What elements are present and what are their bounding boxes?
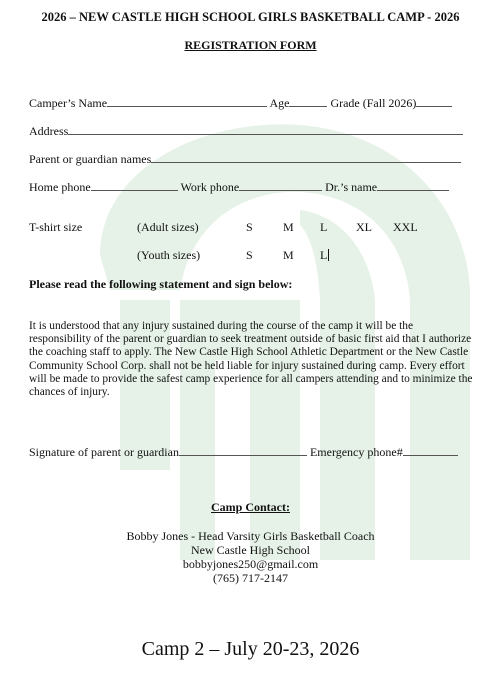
youth-size-l[interactable]: L bbox=[320, 248, 328, 262]
parent-names-field[interactable] bbox=[151, 151, 461, 163]
age-label: Age bbox=[269, 96, 290, 110]
camp-dates: Camp 2 – July 20-23, 2026 bbox=[141, 638, 360, 660]
contact-email[interactable]: bobbyjones250@gmail.com bbox=[182, 557, 319, 571]
youth-size-l-wrap[interactable] bbox=[320, 248, 329, 263]
statement-heading: Please read the following statement and sign below: bbox=[29, 277, 293, 291]
tshirt-label: T-shirt size bbox=[29, 220, 83, 234]
address-field[interactable] bbox=[68, 123, 463, 135]
youth-sizes-label: (Youth sizes) bbox=[137, 248, 201, 262]
signature-row bbox=[29, 444, 458, 459]
camper-info-row bbox=[29, 95, 452, 110]
grade-label: Grade (Fall 2026) bbox=[330, 96, 417, 110]
contact-heading: Camp Contact: bbox=[211, 500, 290, 514]
phones-row bbox=[29, 179, 449, 194]
doctor-name-field[interactable] bbox=[377, 179, 449, 191]
form-title: 2026 – NEW CASTLE HIGH SCHOOL GIRLS BASKETBALL CAMP - 2026 bbox=[41, 10, 460, 24]
adult-sizes-label: (Adult sizes) bbox=[137, 220, 199, 234]
parent-names-row bbox=[29, 151, 461, 166]
form-subtitle: REGISTRATION FORM bbox=[184, 38, 317, 52]
adult-size-xxl[interactable]: XXL bbox=[393, 220, 418, 234]
youth-size-m[interactable]: M bbox=[283, 248, 294, 262]
camper-name-field[interactable] bbox=[107, 95, 267, 107]
age-field[interactable] bbox=[289, 95, 327, 107]
home-phone-label: Home phone bbox=[29, 180, 91, 194]
signature-label: Signature of parent or guardian bbox=[29, 445, 179, 459]
parent-names-label: Parent or guardian names bbox=[29, 152, 152, 166]
work-phone-label: Work phone bbox=[180, 180, 240, 194]
work-phone-field[interactable] bbox=[239, 179, 322, 191]
adult-size-xl[interactable]: XL bbox=[356, 220, 372, 234]
camper-name-label: Camper’s Name bbox=[29, 96, 108, 110]
address-row bbox=[29, 123, 463, 138]
address-label: Address bbox=[29, 124, 69, 138]
adult-size-m[interactable]: M bbox=[283, 220, 294, 234]
doctor-name-label: Dr.’s name bbox=[325, 180, 378, 194]
youth-size-s[interactable]: S bbox=[246, 248, 253, 262]
contact-name: Bobby Jones - Head Varsity Girls Basketball Coach bbox=[126, 529, 375, 543]
adult-size-l[interactable]: L bbox=[320, 220, 328, 234]
text-cursor bbox=[328, 249, 329, 261]
contact-phone: (765) 717-2147 bbox=[213, 571, 288, 585]
home-phone-field[interactable] bbox=[91, 179, 178, 191]
signature-field[interactable] bbox=[179, 444, 307, 456]
emergency-phone-field[interactable] bbox=[403, 444, 458, 456]
contact-school: New Castle High School bbox=[191, 543, 310, 557]
statement-text: It is understood that any injury sustained during the course of the camp it will be the responsibility of the parent or guardian to seek treatment outside of basic first aid that I authorize the coaching staff to apply. The New Castle High School Athletic Department or the New Castle Community School Corp. shall not be held liable for injury sustained during camp. Every effort will be made to provide the safest camp experience for all campers attending and to minimize the chances of injury. bbox=[29, 320, 473, 399]
grade-field[interactable] bbox=[416, 95, 452, 107]
emergency-phone-label: Emergency phone# bbox=[309, 445, 403, 459]
adult-size-s[interactable]: S bbox=[246, 220, 253, 234]
